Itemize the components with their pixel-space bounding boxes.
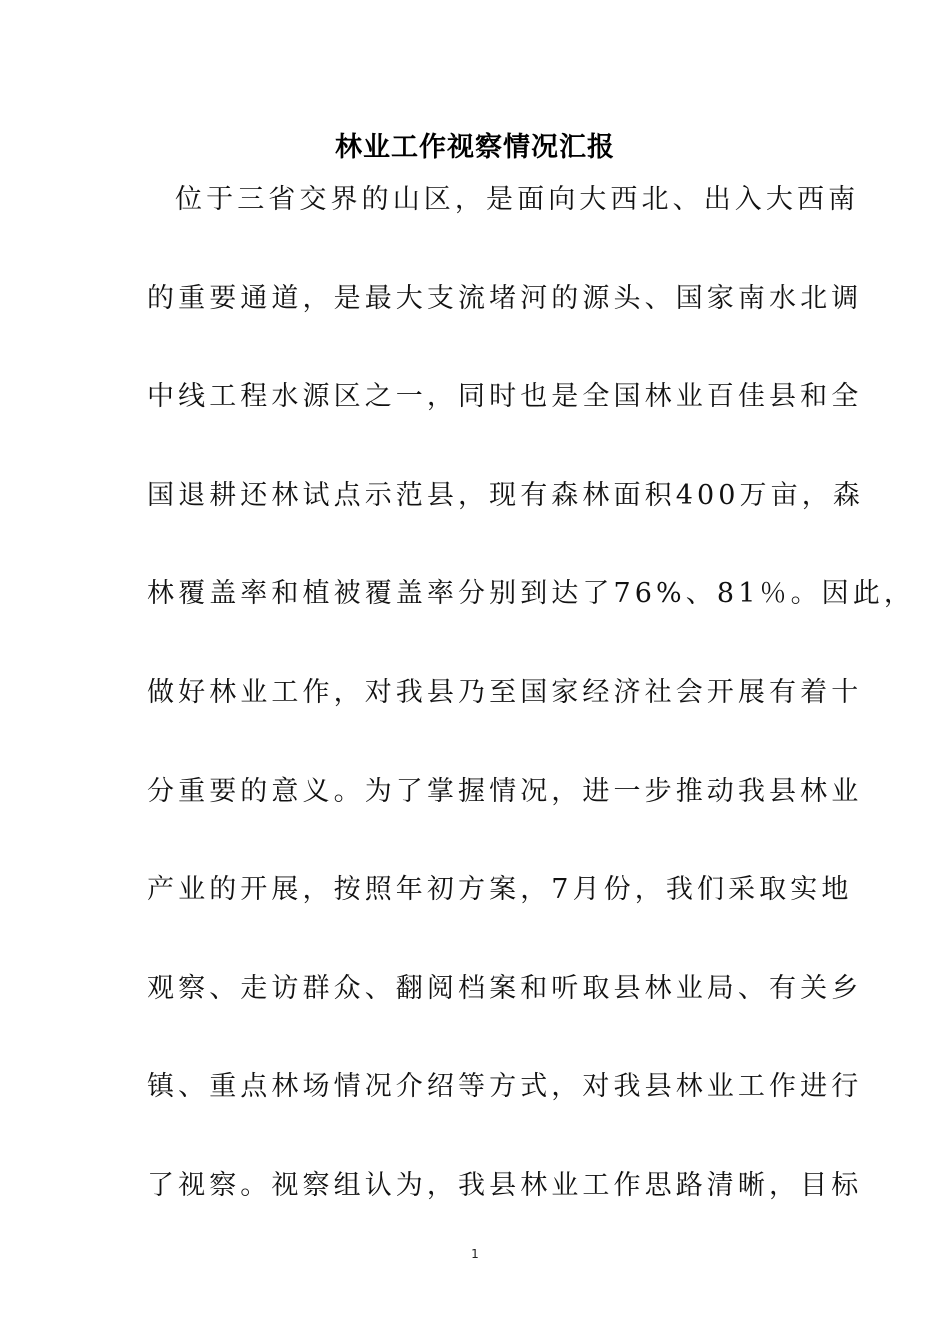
paragraph-line: 分重要的意义。为了掌握情况，进一步推动我县林业 <box>147 775 863 807</box>
page-number: 1 <box>471 1247 479 1261</box>
paragraph-line: 了视察。视察组认为，我县林业工作思路清晰，目标 <box>147 1169 863 1201</box>
paragraph-line: 国退耕还林试点示范县，现有森林面积400万亩，森 <box>147 479 864 511</box>
paragraph-line: 镇、重点林场情况介绍等方式，对我县林业工作进行 <box>147 1071 863 1103</box>
paragraph-line: 产业的开展，按照年初方案，7月份，我们采取实地 <box>147 874 853 906</box>
paragraph-line: 林覆盖率和植被覆盖率分别到达了76%、81％。因此， <box>147 578 915 610</box>
paragraph-line: 做好林业工作，对我县乃至国家经济社会开展有着十 <box>147 676 863 708</box>
body-paragraph <box>147 176 915 1261</box>
paragraph-line: 中线工程水源区之一，同时也是全国林业百佳县和全 <box>147 381 863 413</box>
paragraph-line: 的重要通道，是最大支流堵河的源头、国家南水北调 <box>147 282 863 314</box>
paragraph-line: 观察、走访群众、翻阅档案和听取县林业局、有关乡 <box>147 972 863 1004</box>
paragraph-line: 位于三省交界的山区，是面向大西北、出入大西南 <box>175 184 860 215</box>
page-title: 林业工作视察情况汇报 <box>335 132 615 163</box>
